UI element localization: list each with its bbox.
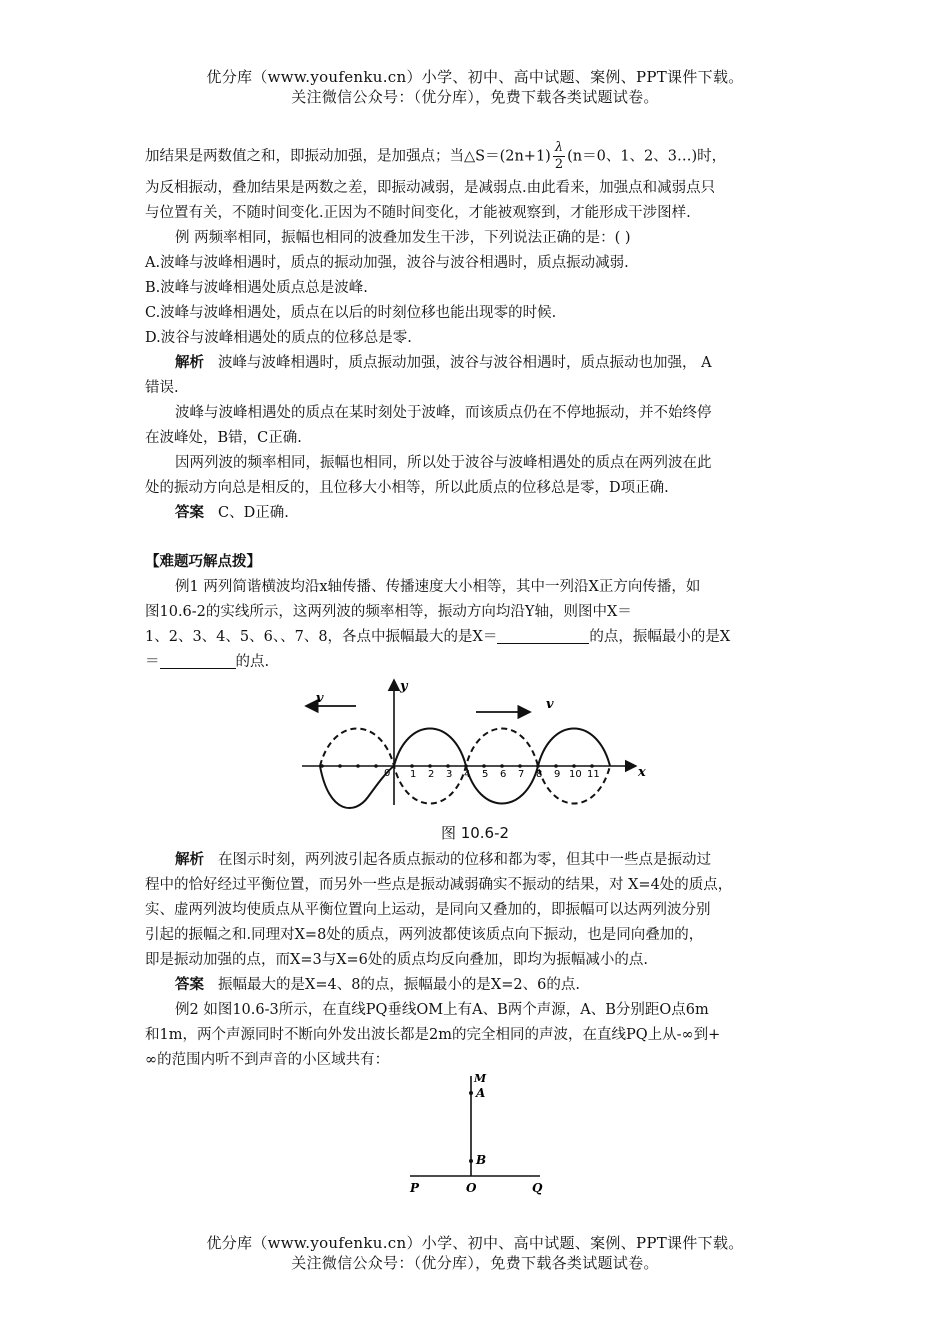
tick-dot-6 — [500, 764, 504, 768]
intro-line-3: 与位置有关，不随时间变化.正因为不随时间变化，才能被观察到，才能形成干涉图样. — [145, 205, 691, 221]
label-b: B — [476, 1153, 487, 1167]
analysis-label: 解析 — [175, 355, 204, 371]
tick-dot-11 — [590, 764, 594, 768]
example1-analysis-5: 即是振动加强的点，而X=3与X=6处的质点均反向叠加，即均为振幅减小的点. — [145, 952, 649, 968]
label-p: P — [410, 1181, 420, 1195]
origin-label: 0 — [384, 768, 391, 779]
negative-tick-dot — [338, 764, 342, 768]
example1-analysis-2: 程中的恰好经过平衡位置，而另外一些点是振动减弱确实不振动的结果，对 X=4处的质点， — [145, 877, 733, 893]
source-a-dot — [469, 1091, 473, 1095]
example1-text-end: 的点. — [235, 654, 270, 670]
y-axis-label: y — [400, 679, 408, 694]
tick-dot-3 — [446, 764, 450, 768]
tick-label-11: 11 — [587, 769, 600, 780]
example1-line-4 — [145, 652, 813, 672]
answer-text-2: 振幅最大的是X=4、8的点，振幅最小的是X=2、6的点. — [218, 977, 580, 993]
footer-line-1: 优分库（www.youfenku.cn）小学、初中、高中试题、案例、PPT课件下载。 — [206, 1234, 744, 1252]
example0-analysis-3b: 处的振动方向总是相反的，且位移大小相等，所以此质点的位移总是零，D项正确. — [145, 480, 669, 496]
option-c: C.波峰与波峰相遇处，质点在以后的时刻位移也能出现零的时候. — [145, 305, 557, 321]
x-axis-label: x — [638, 765, 646, 780]
velocity-label-right: v — [546, 697, 554, 712]
tick-dot-4 — [464, 764, 468, 768]
sound-source-figure — [400, 1068, 560, 1196]
tick-dot-7 — [518, 764, 522, 768]
intro-line-2: 为反相振动，叠加结果是两数之差，即振动减弱，是减弱点.由此看来，加强点和减弱点只 — [145, 180, 716, 196]
label-q: Q — [532, 1181, 543, 1195]
tick-label-8: 8 — [536, 769, 543, 780]
tick-label-1: 1 — [410, 769, 417, 780]
tick-label-6: 6 — [500, 769, 507, 780]
negative-tick-dot — [356, 764, 360, 768]
intro-line-1 — [145, 140, 813, 173]
tick-label-10: 10 — [569, 769, 582, 780]
example2-line-2: 和1m，两个声源同时不断向外发出波长都是2m的完全相同的声波，在直线PQ上从-∞到+ — [145, 1027, 721, 1043]
footer-line-2: 关注微信公众号：（优分库），免费下载各类试题试卷。 — [291, 1254, 659, 1272]
tick-label-3: 3 — [446, 769, 453, 780]
example1-line-2: 图10.6-2的实线所示，这两列波的频率相等，振动方向均沿Y轴，则图中X＝ — [145, 604, 632, 620]
option-a: A.波峰与波峰相遇时，质点的振动加强，波谷与波谷相遇时，质点振动减弱. — [145, 255, 629, 271]
answer-blank-1[interactable] — [497, 628, 589, 644]
example0-analysis-1 — [175, 353, 843, 373]
option-d: D.波谷与波峰相遇处的质点的位移总是零. — [145, 330, 412, 346]
example1-analysis-4: 引起的振幅之和.同理对X=8处的质点，两列波都使该质点向下振动，也是同向叠加的， — [145, 927, 704, 943]
frac-denominator: 2 — [554, 157, 564, 172]
example1-line-1: 例1 两列简谐横波均沿x轴传播、传播速度大小相等，其中一列沿X正方向传播，如 — [175, 579, 701, 595]
example0-analysis-3: 因两列波的频率相同，振幅也相同，所以处于波谷与波峰相遇处的质点在两列波在此 — [175, 455, 712, 471]
lambda-over-2 — [553, 140, 565, 173]
example1-text: 1、2、3、4、5、6、、7、8，各点中振幅最大的是X＝ — [145, 629, 498, 645]
tick-dot-1 — [410, 764, 414, 768]
intro-text-post: (n＝0、1、2、3…)时， — [567, 148, 727, 165]
tick-dot-10 — [572, 764, 576, 768]
analysis-text-2: 在图示时刻，两列波引起各质点振动的位移和都为零，但其中一些点是振动过 — [218, 852, 711, 868]
wave-figure — [298, 672, 658, 812]
tick-dot-5 — [482, 764, 486, 768]
tick-label-9: 9 — [554, 769, 561, 780]
figure-caption: 图 10.6-2 — [440, 824, 510, 842]
analysis-text: 波峰与波峰相遇时，质点振动加强，波谷与波谷相遇时，质点振动也加强， A — [218, 355, 712, 371]
example1-text-post: 的点，振幅最小的是X — [589, 629, 731, 645]
example1-answer — [175, 975, 843, 995]
answer-label: 答案 — [175, 505, 204, 521]
option-b: B.波峰与波峰相遇处质点总是波峰. — [145, 280, 368, 296]
tick-dot-9 — [554, 764, 558, 768]
label-a: A — [476, 1086, 486, 1100]
velocity-label-left: v — [316, 691, 324, 706]
analysis-label-2: 解析 — [175, 852, 204, 868]
example0-stem: 例 两频率相同，振幅也相同的波叠加发生干涉，下列说法正确的是：( ) — [175, 230, 631, 246]
negative-tick-dot — [374, 764, 378, 768]
example0-analysis-2b: 在波峰处，B错，C正确. — [145, 430, 302, 446]
label-o: O — [466, 1181, 477, 1195]
tick-dot-2 — [428, 764, 432, 768]
example0-answer — [175, 503, 843, 523]
example0-analysis-2: 波峰与波峰相遇处的质点在某时刻处于波峰，而该质点仍在不停地振动，并不始终停 — [175, 405, 712, 421]
tick-label-7: 7 — [518, 769, 525, 780]
example0-analysis-1b: 错误. — [145, 380, 179, 396]
header-line-2: 关注微信公众号：（优分库），免费下载各类试题试卷。 — [291, 88, 659, 106]
tick-label-4: 4 — [464, 769, 471, 780]
answer-label-2: 答案 — [175, 977, 204, 993]
label-m: M — [474, 1072, 487, 1085]
header-line-1: 优分库（www.youfenku.cn）小学、初中、高中试题、案例、PPT课件下载。 — [206, 68, 744, 86]
example2-line-1: 例2 如图10.6-3所示，在直线PQ垂线OM上有A、B两个声源，A、B分别距O点6m — [175, 1002, 709, 1018]
negative-tick-dot — [320, 764, 324, 768]
example2-line-3: ∞的范围内听不到声音的小区域共有： — [145, 1052, 390, 1068]
example1-analysis-1 — [175, 850, 843, 870]
section-title: 【难题巧解点拨】 — [145, 554, 261, 570]
tick-label-2: 2 — [428, 769, 435, 780]
tick-label-5: 5 — [482, 769, 489, 780]
tick-dot-8 — [536, 764, 540, 768]
frac-numerator: λ — [554, 140, 564, 155]
answer-text: C、D正确. — [218, 505, 289, 521]
example1-line-3 — [145, 627, 813, 647]
answer-blank-2[interactable] — [160, 653, 236, 669]
example1-analysis-3: 实、虚两列波均使质点从平衡位置向上运动，是同向又叠加的，即振幅可以达两列波分别 — [145, 902, 711, 918]
intro-text: 加结果是两数值之和，即振动加强，是加强点；当△S＝(2n+1) — [145, 148, 551, 165]
source-b-dot — [469, 1159, 473, 1163]
example1-text-eq: ＝ — [145, 654, 160, 670]
